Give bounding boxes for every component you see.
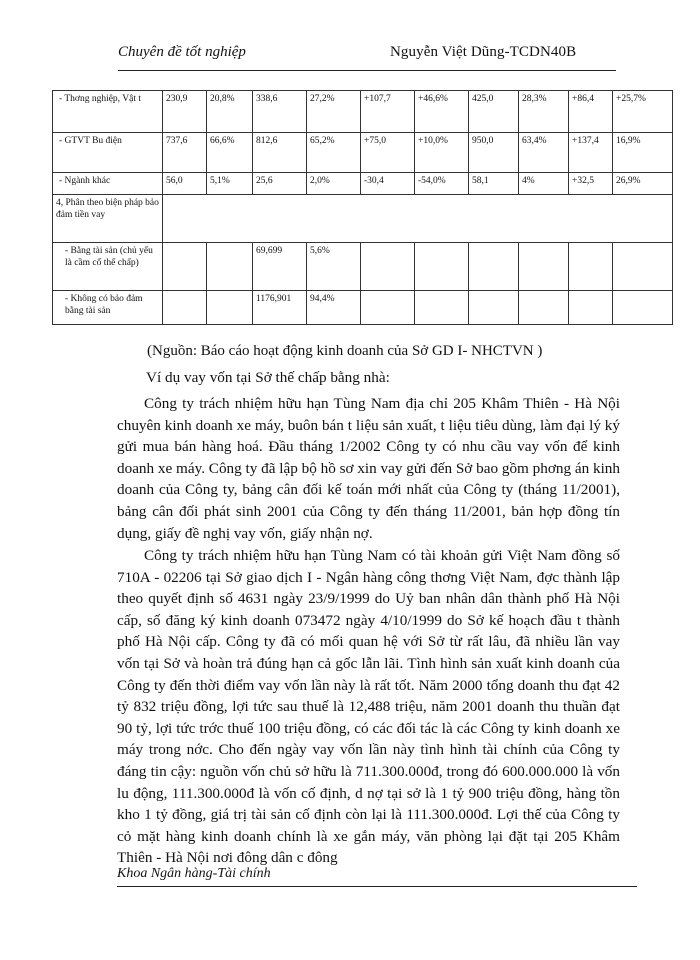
example-heading: Ví dụ vay vốn tại Sở thế chấp bằng nhà: (146, 369, 390, 386)
table-row: - GTVT Bu điện 737,6 66,6% 812,6 65,2% +75,0 +10,0% 950,0 63,4% +137,4 16,9% (53, 133, 673, 173)
table-row: - Ngành khác 56,0 5,1% 25,6 2,0% -30,4 -54,0% 58,1 4% +32,5 26,9% (53, 173, 673, 195)
table-row: - Không có bảo đảm bằng tài sản 1176,901 94,4% (53, 291, 673, 325)
paragraph-company-finance: Công ty trách nhiệm hữu hạn Tùng Nam có tài khoản gửi Việt Nam đồng số 710A - 02206 tại Sở giao dịch I - Ngân hàng công thơng Việt Nam, đợc thành lập theo quyết định số 4631 ngày 23/9/1999 do Uỷ ban nhân dân thành phố Hà Nội cấp, số đăng ký kinh doanh 073472 ngày 4/10/1999 do Sở kế hoạch đầu t thành phố Hà Nội cấp. Công ty đã có mối quan hệ với Sở từ rất lâu, đã nhiều lần vay vốn tại Sở và hoàn trả đúng hạn cả gốc lẫn lãi. Tình hình sản xuất kinh doanh của Công ty đến thời điểm vay vốn lần này là rất tốt. Năm 2000 tổng doanh thu đạt 42 tỷ 832 triệu đồng, lợi tức sau thuế là 12,488 triệu, năm 2001 doanh thu thuần đạt 90 tỷ, lợi tức trớc thuế 100 triệu đồng, có các đối tác là các Công ty kinh doanh xe máy trong nớc. Cho đến ngày vay vốn lần này tình hình tài chính của Công ty đáng tin cậy: nguồn vốn chủ sở hữu là 711.300.000đ, trong đó 600.000.000 là vốn lu động, 111.300.000đ là vốn cố định, d nợ tại sở là 1 tỷ 900 triệu đồng, hàng tồn kho 1 tỷ đồng, giá trị tài sản cố định còn lại là 111.300.000đ. Lợi thế của Công ty cỏ mặt hàng kinh doanh chính là xe gắn máy, văn phòng lại đặt tại 205 Khâm Thiên - Hà Nội nơi đông dân c đông (117, 547, 620, 867)
paragraph-company-profile: Công ty trách nhiệm hữu hạn Tùng Nam địa chỉ 205 Khâm Thiên - Hà Nội chuyên kinh doanh xe máy, buôn bán t liệu sản xuất, t liệu tiêu dùng, làm đại lý ký gửi mua bán hàng hoá. Đầu tháng 1/2002 Công ty có nhu cầu vay vốn để kinh doanh xe máy. Công ty đã lập bộ hồ sơ xin vay gửi đến Sở bao gồm phơng án kinh doanh của Công ty, bảng cân đối kế toán mới nhất của Công ty (tháng 11/2001), bảng cân đối phát sinh 2001 của Công ty đến tháng 11/2001, bản hợp đồng tín dụng, giấy đề nghị vay vốn, giấy nhận nợ. (117, 395, 620, 542)
header-divider (118, 70, 616, 71)
header-title: Chuyên đề tốt nghiệp (118, 44, 246, 60)
table-section-row: 4, Phân theo biện pháp bảo đảm tiền vay (53, 195, 673, 243)
footer-divider (117, 886, 637, 887)
table-row: - Bằng tài sản (chủ yếu là cầm cố thế chấp) 69,699 5,6% (53, 243, 673, 291)
loan-table (52, 90, 673, 325)
header-author: Nguyễn Việt Dũng-TCDN40B (390, 44, 577, 60)
table-row: - Thơng nghiệp, Vật t 230,9 20,8% 338,6 27,2% +107,7 +46,6% 425,0 28,3% +86,4 +25,7% (53, 91, 673, 133)
source-note: (Nguồn: Báo cáo hoạt động kinh doanh của Sở GD I- NHCTVN ) (147, 343, 543, 359)
footer-department: Khoa Ngân hàng-Tài chính (117, 866, 271, 881)
